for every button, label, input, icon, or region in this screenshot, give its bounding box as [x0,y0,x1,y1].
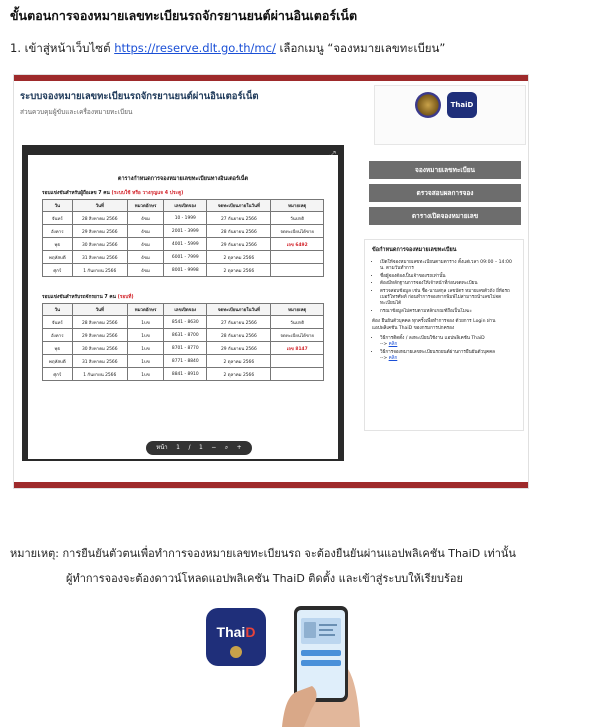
table-cell: 4ขม [127,225,163,238]
table-cell: 8701 - 8770 [164,342,207,355]
table-2-caption-text: รอบแข่งขันสำหรับรถจักรยาน 7 คน [42,295,116,300]
thaid-logo-icon [447,92,477,118]
thaid-label-d: D [245,624,256,640]
header-register-by: จดทะเบียนภายในวันที่ [207,200,271,212]
table-cell: 8771 - 8840 [164,355,207,368]
remark-line-2: ผู้ทำการจองจะต้องดาวน์โหลดแอปพลิเคชัน ThaiD ติดตั้ง และเข้าสู่ระบบให้เรียบร้อย [66,572,463,585]
table-row [43,355,324,368]
table-row [43,264,324,277]
table-cell: อังคาร [43,329,73,342]
thaid-app-icon [206,608,266,666]
remark-line-1: หมายเหตุ: การยืนยันตัวตนเพื่อทำการจองหมายเลขทะเบียนรถ จะต้องยืนยันผ่านแอปพลิเคชัน ThaiD เท่านั้น [10,547,516,560]
table-cell: 1บข [127,368,163,381]
table-1-caption [42,189,338,197]
help-item [380,336,516,349]
page-title: ขั้นตอนการจองหมายเลขทะเบียนรถจักรยานยนต์ผ่านอินเตอร์เน็ต [10,8,358,23]
table-cell: 31 สิงหาคม 2566 [72,355,127,368]
table-header-row [43,304,324,316]
table-cell: 4ขม [127,212,163,225]
arrow-text: --> [380,342,389,348]
table-cell: 10 - 1999 [164,212,207,225]
rules-list [372,260,516,315]
check-reservation-button[interactable]: ตรวจสอบผลการจอง [369,184,521,202]
table-cell: จันทร์ [43,316,73,329]
table-cell: 31 สิงหาคม 2566 [72,251,127,264]
table-cell: 27 กันยายน 2566 [207,316,271,329]
bottom-accent-bar [14,482,528,488]
table-cell: ศุกร์ [43,264,73,277]
zoom-out-icon[interactable]: − [211,444,217,451]
pdf-viewer[interactable] [22,145,344,461]
table-cell: จดทะเบียนได้ขาย [271,329,324,342]
table-cell: 2 ตุลาคม 2566 [207,251,271,264]
pager-total-pages: 1 [198,444,203,451]
table-cell: 27 กันยายน 2566 [207,212,271,225]
table-cell: 2001 - 3999 [164,225,207,238]
table-cell-note-red: เลข 6492 [271,238,324,251]
table-cell: 4001 - 5999 [164,238,207,251]
table-cell: 6001 - 7999 [164,251,207,264]
table-cell: พฤหัสบดี [43,355,73,368]
table-cell: 28 สิงหาคม 2566 [72,316,127,329]
table-cell [271,251,324,264]
table-cell: 1 กันยายน 2566 [72,368,127,381]
rule-item: • ชื่อผู้จองต้องเป็นเจ้าของรถเท่านั้น [380,274,516,280]
table-cell: พุธ [43,342,73,355]
table-row [43,251,324,264]
header-note: หมายเหตุ [271,304,324,316]
table-cell: 1บข [127,329,163,342]
table-cell: 28 สิงหาคม 2566 [72,212,127,225]
top-accent-bar [14,75,528,81]
table-cell: 2 ตุลาคม 2566 [207,264,271,277]
rule-item: • ต้องมีหลักฐานการจองให้เจ้าหน้าที่ก่อนจดทะเบียน [380,281,516,287]
table-cell: 28 กันยายน 2566 [207,329,271,342]
table-cell: พฤหัสบดี [43,251,73,264]
table-cell: จันทร์ [43,212,73,225]
header-range: เลขเปิดจอง [164,200,207,212]
rules-title: ข้อกำหนดการจองหมายเลขทะเบียน [372,247,457,253]
reserve-number-button[interactable]: จองหมายเลขทะเบียน [369,161,521,179]
header-note: หมายเหตุ [271,200,324,212]
header-day: วัน [43,304,73,316]
table-cell: พุธ [43,238,73,251]
table-row [43,316,324,329]
website-screenshot [13,74,529,489]
thaid-label-thai: Thai [216,624,246,640]
zoom-in-icon[interactable]: + [236,444,242,451]
table-cell: 30 สิงหาคม 2566 [72,342,127,355]
table-row [43,368,324,381]
table-cell: 1บข [127,342,163,355]
header-date: วันที่ [72,200,127,212]
table-row [43,225,324,238]
table-cell: 8631 - 8700 [164,329,207,342]
help-item [380,350,516,363]
schedule-document [28,155,338,459]
schedule-heading: ตารางกำหนดการจองหมายเลขทะเบียนทางอินเตอร์เน็ต [117,176,249,182]
search-icon[interactable]: ⌕ [224,444,229,451]
reserve-website-link[interactable]: https://reserve.dlt.go.th/mc/ [114,41,276,55]
table-cell: 8001 - 9998 [164,264,207,277]
table-cell: 29 สิงหาคม 2566 [72,225,127,238]
table-cell: อังคาร [43,225,73,238]
site-subtitle: ส่วนควบคุมผู้ขับและเครื่องหมายทะเบียน [20,108,133,116]
table-cell: 1บข [127,355,163,368]
seal-icon [230,646,242,658]
table-1-caption-text: รอบแข่งขันสำหรับผู้ถือเลข 7 คน [42,191,110,196]
schedule-table-2 [42,303,324,381]
rule-item: • ตรวจสอบข้อมูล เช่น ชื่อ-นามสกุล เลขบัตร หมายเลขตัวถัง ยี่ห้อรถ เบอร์โทรศัพท์ ก่อนทำการจองหากพิมพ์ไม่สามารถนำเลขไปจดทะเบียนได้ [380,289,516,308]
table-row [43,238,324,251]
table-cell [271,264,324,277]
header-category: หมวดอักษร [127,200,163,212]
table-cell: 29 กันยายน 2566 [207,342,271,355]
table-row [43,329,324,342]
header-range: เลขเปิดจอง [164,304,207,316]
table-cell: 4ขม [127,251,163,264]
header-register-by: จดทะเบียนภายในวันที่ [207,304,271,316]
table-cell: 8541 - 8630 [164,316,207,329]
reserve-guide-link[interactable]: คลิก [388,356,398,362]
header-category: หมวดอักษร [127,304,163,316]
pager-page-label: หน้า [156,444,168,451]
step-1-prefix: 1. เข้าสู่หน้าเว็บไซต์ [10,41,115,55]
table-cell [271,355,324,368]
rule-item: • กรณาข้อมูลไม่ครบตามหลักเกณฑ์ถือเป็นโมฆะ [380,309,516,315]
help-item-text: วิธีการจองหมายเลขทะเบียนรถยนต์ผ่านการยืนยันตัวบุคคล [380,349,495,355]
table-cell: 29 สิงหาคม 2566 [72,329,127,342]
table-cell: 4ขม [127,238,163,251]
table-cell: วันปกติ [271,212,324,225]
table-cell: 28 กันยายน 2566 [207,225,271,238]
table-1-caption-red: (ระบบใช้ หรือ วางกุญแจ 4 ประตู) [111,191,184,196]
table-cell: 29 กันยายน 2566 [207,238,271,251]
table-cell: 1 กันยายน 2566 [72,264,127,277]
table-cell: จดทะเบียนได้ขาย [271,225,324,238]
table-2-caption-red: (รอบที่) [117,295,134,300]
reservation-schedule-button[interactable]: ตารางเปิดจองหมายเลข [369,207,521,225]
reservation-rules-panel [364,239,524,431]
logo-box [374,85,526,145]
pdf-pager [146,441,252,455]
step-1-suffix: เลือกเมนู “จองหมายเลขทะเบียน” [275,41,446,55]
table-2-caption [42,293,338,301]
table-cell: 2 ตุลาคม 2566 [207,355,271,368]
table-cell: 30 สิงหาคม 2566 [72,238,127,251]
schedule-table-1 [42,199,324,277]
identity-note-text: ต้อง ยืนยันตัวบุคคล ทุกครั้งเพื่อทำการจอง ด้วยการ Login ผ่านแอปพลิเคชัน ThaiD ของกรมการปกครอง [372,319,496,331]
help-links-list [372,336,516,363]
table-row [43,342,324,355]
table-cell-note-red: เลข 8147 [271,342,324,355]
table-cell: 1บข [127,316,163,329]
table-row [43,212,324,225]
pager-separator: / [188,444,191,451]
table-cell: 4ขม [127,264,163,277]
identity-note [372,319,516,332]
site-header [20,89,360,121]
help-item-text: วิธีการติดตั้ง / ลงทะเบียนใช้งาน แอปพลิเคชัน ThaiD [380,336,485,342]
pager-current-page[interactable]: 1 [176,444,180,451]
header-day: วัน [43,200,73,212]
table-cell: 8841 - 8910 [164,368,207,381]
rule-item: • เปิดให้จองหมายเลขทะเบียนตามตาราง ตั้งแต่เวลา 09:00 – 14:00 น. ตามวันทำการ [380,260,516,273]
arrow-text: --> [380,356,389,362]
table-cell: วันปกติ [271,316,324,329]
dlt-seal-icon [415,92,441,118]
thaid-app-label [206,624,266,640]
site-title: ระบบจองหมายเลขทะเบียนรถจักรยานยนต์ผ่านอินเตอร์เน็ต [20,91,259,102]
step-1-text [10,40,445,58]
header-date: วันที่ [72,304,127,316]
install-guide-link[interactable]: คลิก [388,342,398,348]
table-cell [271,368,324,381]
table-cell: 2 ตุลาคม 2566 [207,368,271,381]
table-cell: ศุกร์ [43,368,73,381]
table-header-row [43,200,324,212]
thaid-logo-text: ThaiD [450,101,474,109]
phone-in-hand-image [282,600,360,727]
